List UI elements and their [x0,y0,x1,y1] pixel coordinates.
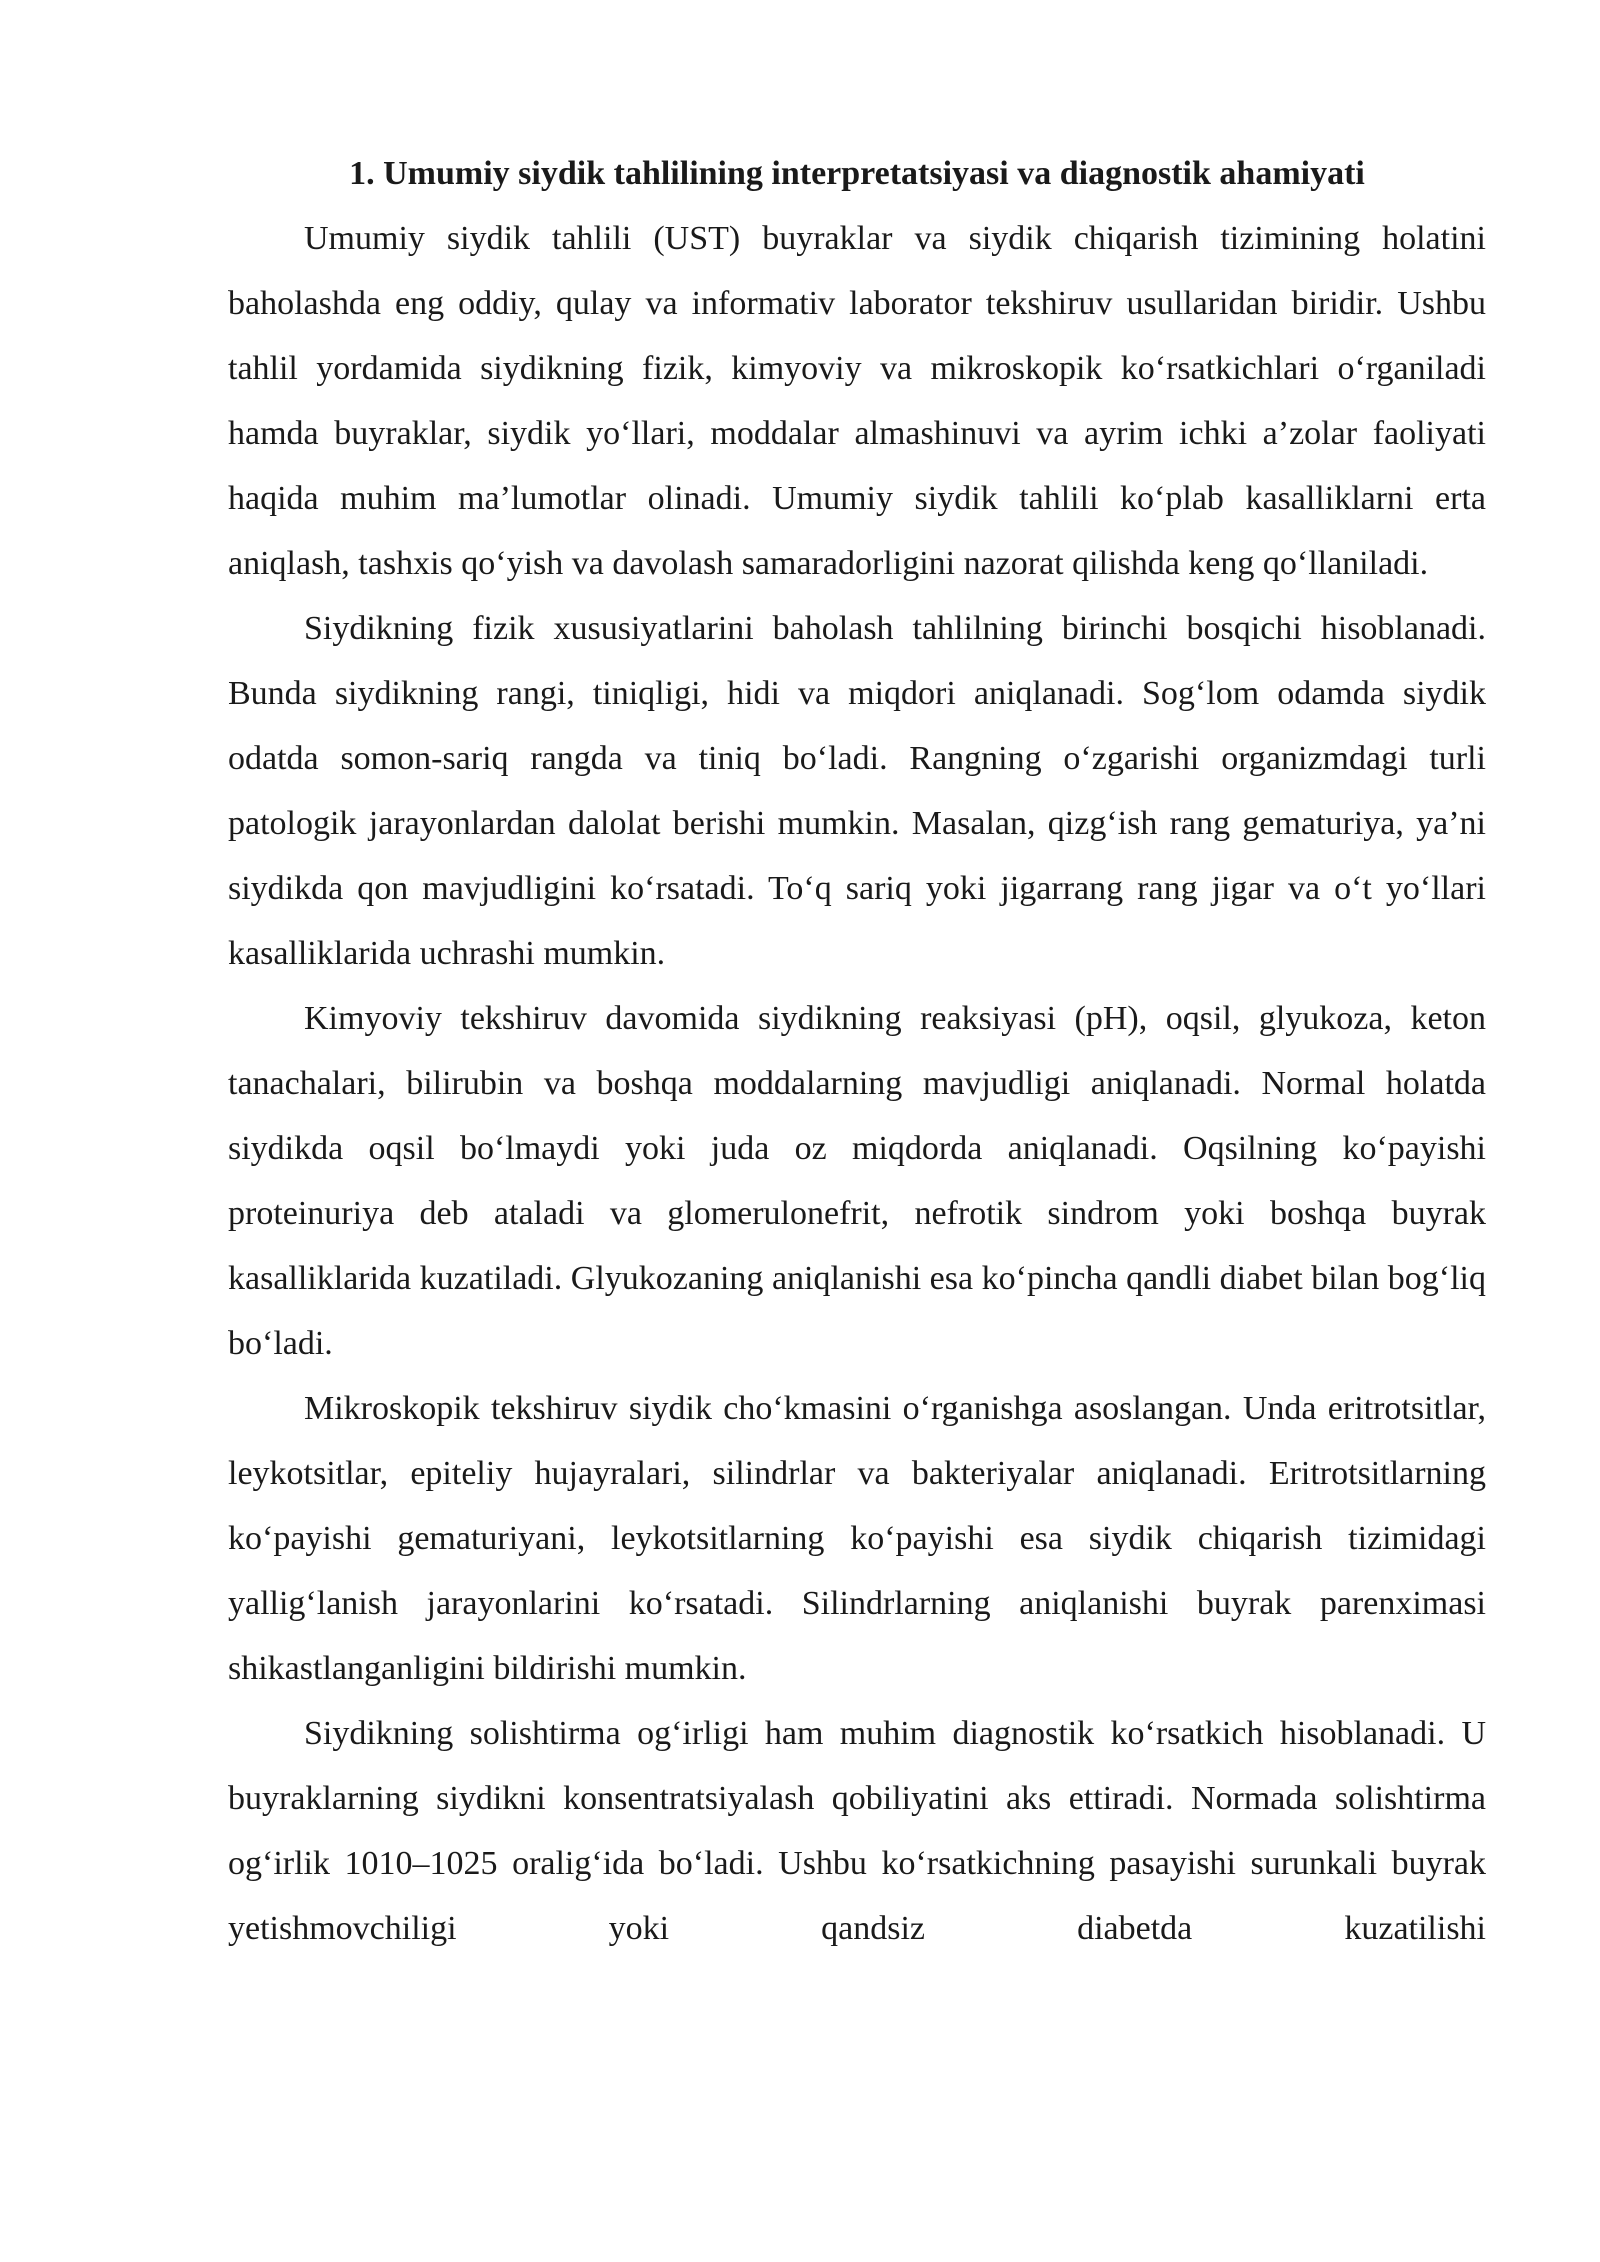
paragraph-microscopic-analysis: Mikroskopik tekshiruv siydik choʻkmasini oʻrganishga asoslangan. Unda eritrotsitlar, leykotsitlar, epiteliy hujayralari, silindrlar va bakteriyalar aniqlanadi. Eritrotsitlarning koʻpayishi gematuriyani, leykotsitlarning koʻpayishi esa siydik chiqarish tizimidagi yalligʻlanish jarayonlarini koʻrsatadi. Silindrlarning aniqlanishi buyrak parenximasi shikastlanganligini bildirishi mumkin. [228,1390,1486,1687]
paragraph-specific-gravity: Siydikning solishtirma ogʻirligi ham muhim diagnostik koʻrsatkich hisoblanadi. U buyraklarning siydikni konsentratsiyalash qobiliyatini aks ettiradi. Normada solishtirma ogʻirlik 1010–1025 oraligʻida boʻladi. Ushbu koʻrsatkichning pasayishi surunkali buyrak yetishmovchiligi yoki qandsiz diabetda kuzatilishi [228,1715,1486,1947]
paragraph-intro: Umumiy siydik tahlili (UST) buyraklar va siydik chiqarish tizimining holatini baholashda eng oddiy, qulay va informativ laborator tekshiruv usullaridan biridir. Ushbu tahlil yordamida siydikning fizik, kimyoviy va mikroskopik koʻrsatkichlari oʻrganiladi hamda buyraklar, siydik yoʻllari, moddalar almashinuvi va ayrim ichki a’zolar faoliyati haqida muhim ma’lumotlar olinadi. Umumiy siydik tahlili koʻplab kasalliklarni erta aniqlash, tashxis qoʻyish va davolash samaradorligini nazorat qilishda keng qoʻllaniladi. [228,220,1486,582]
paragraph-physical-properties: Siydikning fizik xususiyatlarini baholash tahlilning birinchi bosqichi hisoblanadi. Bunda siydikning rangi, tiniqligi, hidi va miqdori aniqlanadi. Sogʻlom odamda siydik odatda somon-sariq rangda va tiniq boʻladi. Rangning oʻzgarishi organizmdagi turli patologik jarayonlardan dalolat berishi mumkin. Masalan, qizgʻish rang gematuriya, ya’ni siydikda qon mavjudligini koʻrsatadi. Toʻq sariq yoki jigarrang rang jigar va oʻt yoʻllari kasalliklarida uchrashi mumkin. [228,610,1486,972]
document-body [228,146,1486,1961]
paragraph-chemical-analysis: Kimyoviy tekshiruv davomida siydikning reaksiyasi (pH), oqsil, glyukoza, keton tanachalari, bilirubin va boshqa moddalarning mavjudligi aniqlanadi. Normal holatda siydikda oqsil boʻlmaydi yoki juda oz miqdorda aniqlanadi. Oqsilning koʻpayishi proteinuriya deb ataladi va glomerulonefrit, nefrotik sindrom yoki boshqa buyrak kasalliklarida kuzatiladi. Glyukozaning aniqlanishi esa koʻpincha qandli diabet bilan bogʻliq boʻladi. [228,1000,1486,1362]
section-heading: 1. Umumiy siydik tahlilining interpretatsiyasi va diagnostik ahamiyati [349,155,1365,192]
